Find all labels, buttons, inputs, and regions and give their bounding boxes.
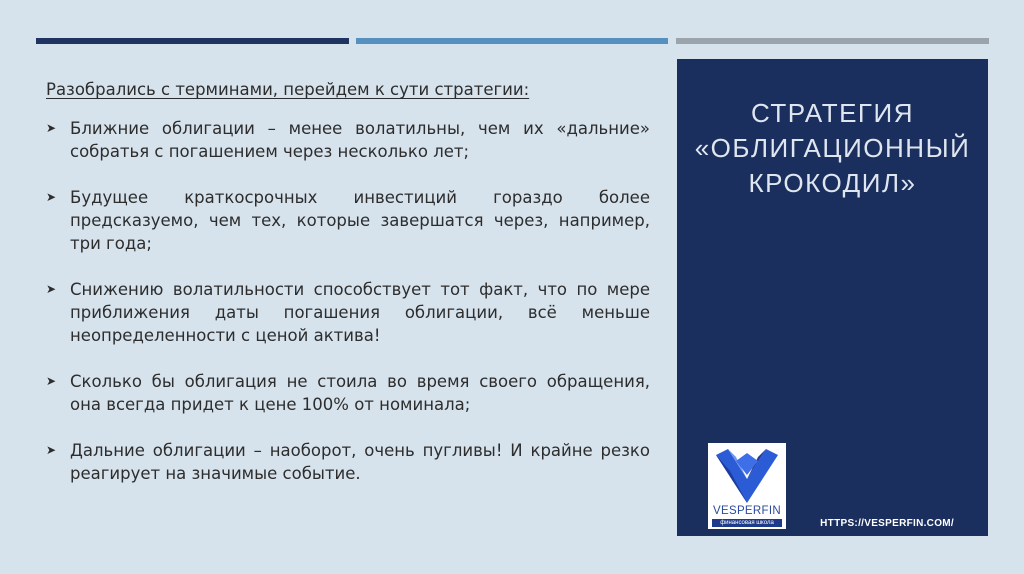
bullet-item [46,370,650,416]
bullet-item [46,439,650,485]
slide-title-line: КРОКОДИЛ» [748,168,917,198]
bullet-item [46,117,650,163]
v-logo-icon [716,449,778,503]
logo-subtitle: финансовая школа [712,519,782,527]
slide-title-line: «ОБЛИГАЦИОННЫЙ [694,133,971,163]
bullet-item [46,278,650,347]
bullet-text: Ближние облигации – менее волатильны, чем их «дальние» собратья с погашением через несколько лет; [70,119,650,161]
arrowhead-bullet-icon: ➤ [46,282,57,296]
logo-wordmark: VESPERFIN [713,505,781,517]
website-link[interactable]: HTTPS://VESPERFIN.COM/ [820,518,954,529]
arrowhead-bullet-icon: ➤ [46,443,57,457]
title-panel [677,59,988,536]
accent-bar-blue [356,38,668,44]
slide-title-line: СТРАТЕГИЯ [751,98,914,128]
slide-content [46,78,650,508]
arrowhead-bullet-icon: ➤ [46,190,57,204]
accent-bar-dark [36,38,349,44]
bullet-text: Сколько бы облигация не стоила во время своего обращения, она всегда придет к цене 100% от номинала; [70,372,650,414]
bullet-text: Дальние облигации – наоборот, очень пугливы! И крайне резко реагирует на значимые событие. [70,441,650,483]
bullet-text: Будущее краткосрочных инвестиций гораздо более предсказуемо, чем тех, которые завершатся через, например, три года; [70,188,650,253]
bullet-text: Снижению волатильности способствует тот факт, что по мере приближения даты погашения облигации, всё меньше неопределенности с ценой актива! [70,280,650,345]
arrowhead-bullet-icon: ➤ [46,374,57,388]
arrowhead-bullet-icon: ➤ [46,121,57,135]
intro-text: Разобрались с терминами, перейдем к сути стратегии: [46,80,530,99]
vesperfin-logo [708,443,786,529]
slide-title [677,96,988,201]
bullet-item [46,186,650,255]
accent-bar-gray [676,38,989,44]
